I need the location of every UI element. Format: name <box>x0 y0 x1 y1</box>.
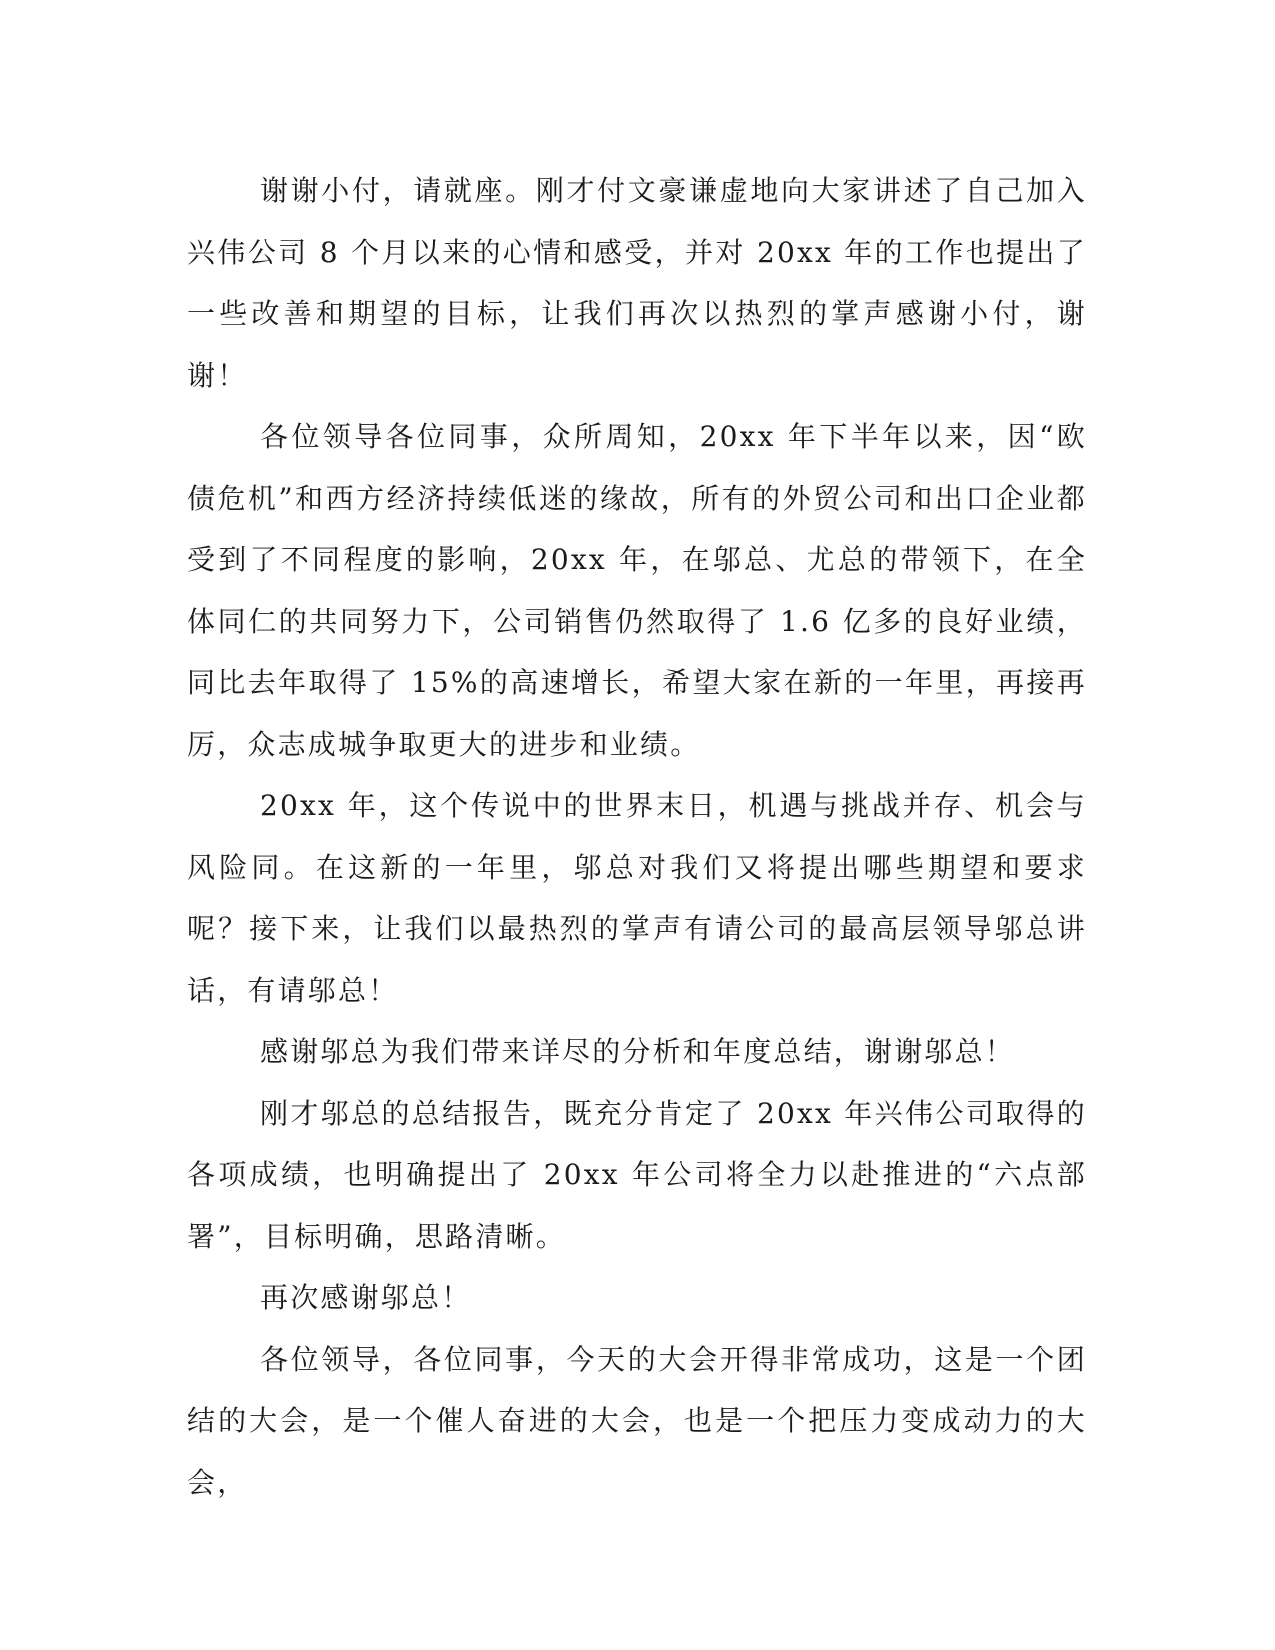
paragraph-5: 刚才邬总的总结报告，既充分肯定了 20xx 年兴伟公司取得的各项成绩，也明确提出了 20xx 年公司将全力以赴推进的“六点部署”，目标明确，思路清晰。 <box>187 1096 1087 1253</box>
paragraph-6: 再次感谢邬总！ <box>260 1281 472 1314</box>
paragraph-3: 20xx 年，这个传说中的世界末日，机遇与挑战并存、机会与风险同。在这新的一年里，邬总对我们又将提出哪些期望和要求呢？接下来，让我们以最热烈的掌声有请公司的最高层领导邬总讲话，有请邬总！ <box>187 789 1087 1007</box>
document-body <box>187 160 1087 1513</box>
paragraph-4: 感谢邬总为我们带来详尽的分析和年度总结，谢谢邬总！ <box>260 1035 1016 1068</box>
paragraph-7: 各位领导，各位同事，今天的大会开得非常成功，这是一个团结的大会，是一个催人奋进的大会，也是一个把压力变成动力的大会， <box>187 1342 1087 1499</box>
paragraph-2: 各位领导各位同事，众所周知，20xx 年下半年以来，因“欧债危机”和西方经济持续低迷的缘故，所有的外贸公司和出口企业都受到了不同程度的影响，20xx 年，在邬总、尤总的带领下，在全体同仁的共同努力下，公司销售仍然取得了 1.6 亿多的良好业绩，同比去年取得了 15%的高速增长，希望大家在新的一年里，再接再厉，众志成城争取更大的进步和业绩。 <box>187 420 1087 761</box>
paragraph-1: 谢谢小付，请就座。刚才付文豪谦虚地向大家讲述了自己加入兴伟公司 8 个月以来的心情和感受，并对 20xx 年的工作也提出了一些改善和期望的目标，让我们再次以热烈的掌声感谢小付，谢谢！ <box>187 174 1087 392</box>
